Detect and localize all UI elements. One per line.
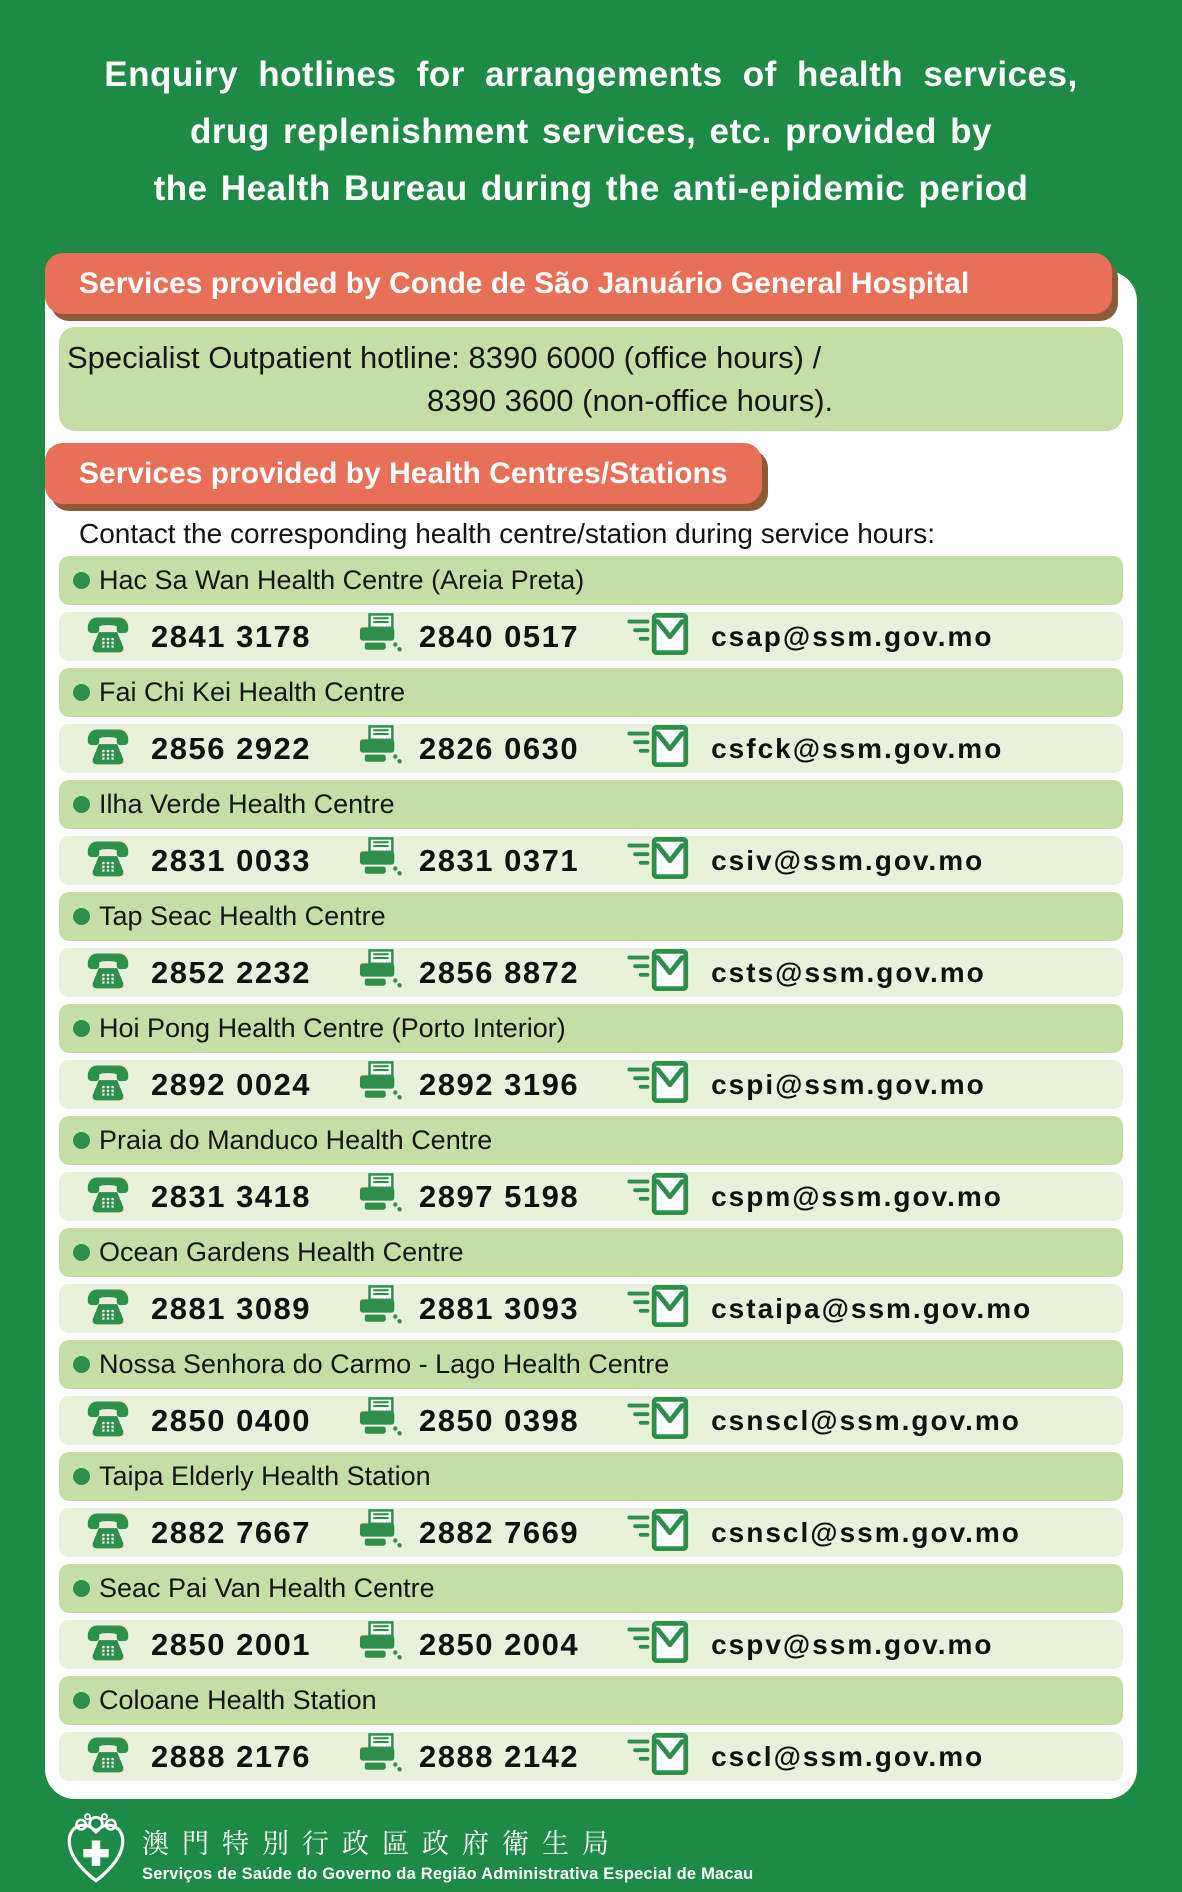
email-address: csiv@ssm.gov.mo — [711, 844, 985, 876]
fax-printer-icon — [357, 1061, 403, 1108]
hospital-services-banner — [45, 253, 1112, 314]
fax-printer-icon — [357, 1173, 403, 1220]
email-address: csts@ssm.gov.mo — [711, 956, 986, 988]
email-address: csap@ssm.gov.mo — [711, 620, 994, 652]
centre-contact-row — [59, 1620, 1123, 1669]
fax-number: 2850 0398 — [419, 1402, 580, 1438]
bullet-dot-icon — [73, 572, 90, 589]
fax-printer-icon — [357, 1733, 403, 1780]
centre-name: Coloane Health Station — [99, 1685, 377, 1715]
phone-number: 2831 0033 — [151, 842, 312, 878]
sending-envelope-icon — [627, 1284, 689, 1333]
phone-number: 2831 3418 — [151, 1178, 312, 1214]
bullet-dot-icon — [73, 908, 90, 925]
centre-contact-row — [59, 948, 1123, 997]
phone-number: 2882 7667 — [151, 1514, 312, 1550]
sending-envelope-icon — [627, 612, 689, 661]
email-address: cscl@ssm.gov.mo — [711, 1740, 985, 1772]
email-address: csnscl@ssm.gov.mo — [711, 1404, 1021, 1436]
centre-name-row — [59, 1340, 1123, 1389]
fax-number: 2850 2004 — [419, 1626, 580, 1662]
phone-number: 2888 2176 — [151, 1738, 312, 1774]
telephone-icon — [85, 1509, 131, 1556]
phone-number: 2892 0024 — [151, 1066, 312, 1102]
phone-number: 2881 3089 — [151, 1290, 312, 1326]
fax-number: 2882 7669 — [419, 1514, 580, 1550]
centre-contact-row — [59, 612, 1123, 661]
bullet-dot-icon — [73, 684, 90, 701]
centre-name-row — [59, 668, 1123, 717]
fax-number: 2856 8872 — [419, 954, 580, 990]
fax-number: 2892 3196 — [419, 1066, 580, 1102]
bullet-dot-icon — [73, 1020, 90, 1037]
centre-name: Tap Seac Health Centre — [99, 901, 386, 931]
health-centres-banner-label: Services provided by Health Centres/Stations — [79, 457, 728, 490]
sending-envelope-icon — [627, 1060, 689, 1109]
sending-envelope-icon — [627, 1508, 689, 1557]
email-address: cstaipa@ssm.gov.mo — [711, 1292, 1033, 1324]
telephone-icon — [85, 1061, 131, 1108]
centre-contact-row — [59, 1284, 1123, 1333]
title-line-1: Enquiry hotlines for arrangements of health services, — [104, 55, 1078, 94]
centre-rows — [59, 556, 1123, 1781]
phone-number: 2850 2001 — [151, 1626, 312, 1662]
centre-name-row — [59, 892, 1123, 941]
hotline-line-1: Specialist Outpatient hotline: 8390 6000 (office hours) / — [67, 340, 822, 375]
sending-envelope-icon — [627, 1620, 689, 1669]
centre-name-row — [59, 1004, 1123, 1053]
fax-number: 2888 2142 — [419, 1738, 580, 1774]
centre-name: Seac Pai Van Health Centre — [99, 1573, 435, 1603]
centre-contact-row — [59, 1396, 1123, 1445]
sending-envelope-icon — [627, 724, 689, 773]
telephone-icon — [85, 1397, 131, 1444]
telephone-icon — [85, 1621, 131, 1668]
bullet-dot-icon — [73, 1244, 90, 1261]
sending-envelope-icon — [627, 948, 689, 997]
centre-name: Taipa Elderly Health Station — [99, 1461, 431, 1491]
centre-name-row — [59, 1452, 1123, 1501]
bullet-dot-icon — [73, 1356, 90, 1373]
bullet-dot-icon — [73, 1468, 90, 1485]
hotline-line-2: 8390 3600 (non-office hours). — [427, 383, 834, 418]
footer-text — [142, 1813, 753, 1884]
bullet-dot-icon — [73, 796, 90, 813]
telephone-icon — [85, 1285, 131, 1332]
centre-name-row — [59, 1116, 1123, 1165]
fax-printer-icon — [357, 1621, 403, 1668]
telephone-icon — [85, 949, 131, 996]
centre-name: Hac Sa Wan Health Centre (Areia Preta) — [99, 565, 585, 595]
centre-name: Fai Chi Kei Health Centre — [99, 677, 406, 707]
fax-printer-icon — [357, 949, 403, 996]
email-address: csnscl@ssm.gov.mo — [711, 1516, 1021, 1548]
telephone-icon — [85, 837, 131, 884]
centre-name: Nossa Senhora do Carmo - Lago Health Centre — [99, 1349, 670, 1379]
health-bureau-logo-icon — [64, 1813, 128, 1892]
telephone-icon — [85, 1173, 131, 1220]
centre-name-row — [59, 556, 1123, 605]
email-address: csfck@ssm.gov.mo — [711, 732, 1004, 764]
telephone-icon — [85, 725, 131, 772]
fax-number: 2881 3093 — [419, 1290, 580, 1326]
centre-contact-row — [59, 1172, 1123, 1221]
content-card-area — [45, 253, 1137, 1799]
title-line-3: the Health Bureau during the anti-epidemic period — [153, 169, 1029, 208]
centre-name-row — [59, 1676, 1123, 1725]
centre-name: Hoi Pong Health Centre (Porto Interior) — [99, 1013, 566, 1043]
fax-printer-icon — [357, 1397, 403, 1444]
centre-contact-row — [59, 1732, 1123, 1781]
white-content-card — [45, 271, 1137, 1799]
poster-title — [20, 0, 1162, 217]
centre-contact-row — [59, 836, 1123, 885]
phone-number: 2850 0400 — [151, 1402, 312, 1438]
fax-printer-icon — [357, 1509, 403, 1556]
fax-printer-icon — [357, 1285, 403, 1332]
contact-instruction: Contact the corresponding health centre/station during service hours: — [79, 518, 936, 549]
fax-printer-icon — [357, 613, 403, 660]
email-address: cspv@ssm.gov.mo — [711, 1628, 994, 1660]
telephone-icon — [85, 1733, 131, 1780]
bullet-dot-icon — [73, 1580, 90, 1597]
phone-number: 2856 2922 — [151, 730, 312, 766]
org-name-chinese: 澳門特別行政區政府衛生局 — [142, 1829, 622, 1859]
centre-name: Praia do Manduco Health Centre — [99, 1125, 493, 1155]
telephone-icon — [85, 613, 131, 660]
centre-contact-row — [59, 1060, 1123, 1109]
specialist-hotline-box — [59, 327, 1123, 431]
org-name-portuguese: Serviços de Saúde do Governo da Região Administrativa Especial de Macau — [142, 1865, 754, 1883]
email-address: cspm@ssm.gov.mo — [711, 1180, 1003, 1212]
hospital-services-banner-label: Services provided by Conde de São Januário General Hospital — [79, 267, 970, 300]
phone-number: 2852 2232 — [151, 954, 312, 990]
health-centres-banner — [45, 443, 762, 504]
fax-number: 2831 0371 — [419, 842, 580, 878]
sending-envelope-icon — [627, 1396, 689, 1445]
centre-name-row — [59, 1564, 1123, 1613]
bullet-dot-icon — [73, 1132, 90, 1149]
sending-envelope-icon — [627, 1172, 689, 1221]
centre-contact-row — [59, 724, 1123, 773]
fax-number: 2840 0517 — [419, 618, 580, 654]
fax-number: 2897 5198 — [419, 1178, 580, 1214]
fax-printer-icon — [357, 725, 403, 772]
centre-name-row — [59, 780, 1123, 829]
sending-envelope-icon — [627, 1732, 689, 1781]
phone-number: 2841 3178 — [151, 618, 312, 654]
centre-name: Ocean Gardens Health Centre — [99, 1237, 464, 1267]
footer — [0, 1799, 1182, 1892]
centre-name-row — [59, 1228, 1123, 1277]
fax-number: 2826 0630 — [419, 730, 580, 766]
fax-printer-icon — [357, 837, 403, 884]
title-line-2: drug replenishment services, etc. provided by — [190, 112, 992, 151]
centre-name: Ilha Verde Health Centre — [99, 789, 395, 819]
email-address: cspi@ssm.gov.mo — [711, 1068, 986, 1100]
sending-envelope-icon — [627, 836, 689, 885]
bullet-dot-icon — [73, 1692, 90, 1709]
centre-contact-row — [59, 1508, 1123, 1557]
